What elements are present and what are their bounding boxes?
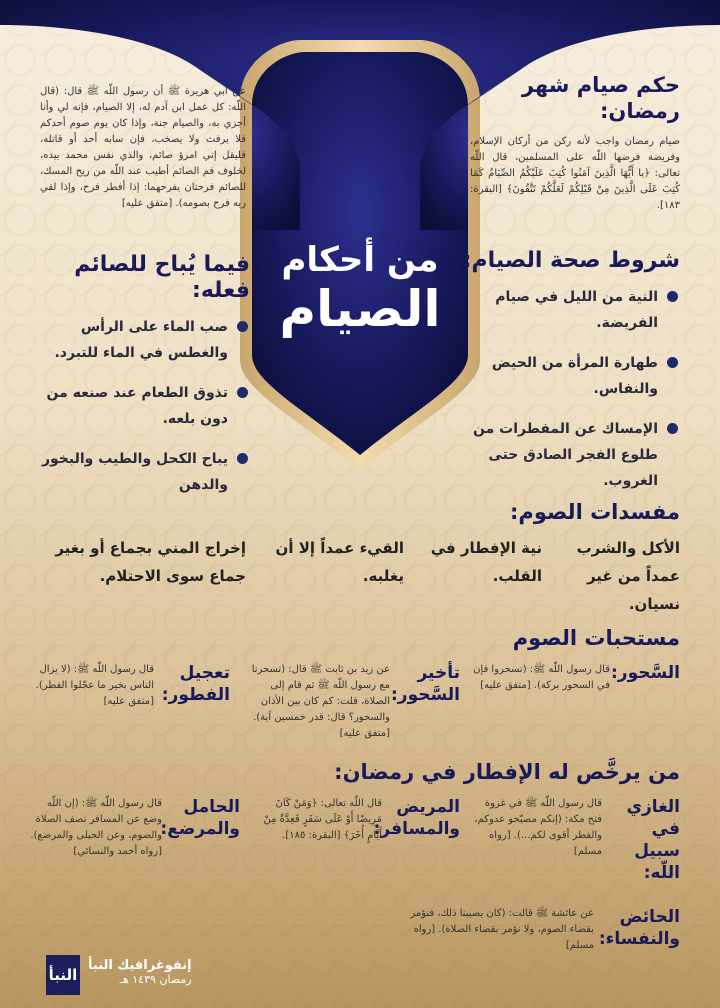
- condition-item: النية من الليل في صيام الفريضة.: [452, 284, 680, 336]
- recommended-label: تأخير السَّحور:: [390, 663, 460, 705]
- invalidator-item: نية الإفطار في القلب.: [430, 539, 542, 585]
- exempt-text: قال اللّه تعالى: ﴿وَمَنْ كَانَ مَرِيضًا أَوْ عَلَى سَفَرٍ فَعِدَّةٌ مِنْ أَيَّامٍ أُخَرَ﴾ [البقرة: ١٨٥].: [263, 798, 382, 841]
- recommended-label: السَّحور:: [610, 663, 680, 683]
- invalidator-item: إخراج المني بجماع أو بغير جماع سوى الاحتلام.: [55, 539, 246, 585]
- exempt-item: [250, 796, 460, 884]
- exempt-section: [30, 760, 680, 954]
- logo: النبأ: [46, 955, 80, 995]
- footer-line-2: رمضان ١٤٣٩ هـ: [119, 973, 192, 986]
- exempt-item: [470, 796, 680, 884]
- recommended-text: قال رسول اللّه ﷺ: (تسحروا فإن في السحور بركة). [متفق عليه]: [473, 664, 610, 691]
- title-line-2: الصيام: [279, 280, 441, 338]
- invalidators-heading: مفسدات الصوم:: [510, 500, 680, 524]
- ruling-section: [470, 72, 680, 214]
- exempt-heading: من يرخَّص له الإفطار في رمضان:: [334, 760, 680, 784]
- exempt-text: عن عائشة ﷺ قالت: (كان يصيبنا ذلك، فنؤمر بقضاء الصوم، ولا نؤمر بقضاء الصلاة). [رواه مسلم]: [410, 908, 594, 951]
- hadith-body: عن أبي هريرة ﷺ أن رسول اللّه ﷺ قال: (قال اللّه: كل عمل ابن آدم له، إلا الصيام، فإنه لي وأنا أجزي به، والصيام جنة، وإذا كان يوم صوم أحدكم فلا يرفث ولا يصخب، فإن سابه أحد أو قاتله، فليقل إني امرؤ صائم، والذي نفس محمد بيده، لخلوف فم الصائم أطيب عند اللّه من ريح المسك، للصائم فرحتان يفرحهما: إذا أفطر فرح، وإذا لقي ربه فرح بصومه). [متفق عليه]: [40, 86, 246, 209]
- permitted-item: يباح الكحل والطيب والبخور والدهن: [40, 446, 250, 498]
- exempt-label: الغازي في سبيل اللّه:: [626, 797, 680, 883]
- invalidator-item: القيء عمداً إلا أن يغلبه.: [275, 539, 404, 585]
- recommended-item: [470, 662, 680, 742]
- permitted-section: [40, 252, 250, 498]
- ruling-body: صيام رمضان واجب لأنه ركن من أركان الإسلام، وفريضة فرضها اللّه على المسلمين، قال اللّه تعالى: ﴿يا أَيُّهَا الَّذِينَ آمَنُوا كُتِبَ عَلَيْكُمُ الصِّيَامُ كَمَا كُتِبَ عَلَى الَّذِينَ مِنْ قَبْلِكُمْ لَعَلَّكُمْ تَتَّقُونَ﴾ [البقرة: ١٨٣].: [470, 136, 680, 211]
- recommended-item: [30, 662, 230, 742]
- title-line-1: من أحكام: [281, 240, 439, 280]
- permitted-item: تذوق الطعام عند صنعه من دون بلعه.: [40, 380, 250, 432]
- ruling-heading: حكم صيام شهر رمضان:: [521, 73, 680, 123]
- footer-line-1: إنفوغرافيك النبأ: [88, 958, 192, 973]
- recommended-text: قال رسول اللّه ﷺ: (لا يزال الناس بخير ما عجّلوا الفطر). [متفق عليه]: [35, 664, 154, 707]
- recommended-heading: مستحبات الصوم: [512, 626, 680, 650]
- conditions-section: [452, 248, 680, 494]
- recommended-text: عن زيد بن ثابت ﷺ قال: (تسحرنا مع رسول اللّه ﷺ ثم قام إلى الصلاة، قلت: كم كان بين الأذان والسحور؟ قال: قدر خمسين آية). [متفق عليه]: [251, 664, 390, 739]
- footer-text: [88, 958, 192, 986]
- permitted-item: صب الماء على الرأس والغطس في الماء للتبرد.: [40, 314, 250, 366]
- recommended-section: [35, 626, 680, 742]
- conditions-heading: شروط صحة الصيام:: [462, 248, 680, 273]
- recommended-item: [240, 662, 460, 742]
- exempt-text: قال رسول اللّه ﷺ: (إن اللّه وضع عن المسافر نصف الصلاة والصوم، وعن الحبلى والمرضع). [رواه أحمد والنسائي]: [30, 798, 162, 857]
- invalidator-item: الأكل والشرب عمداً من غير نسيان.: [576, 539, 680, 613]
- main-title: [268, 240, 452, 338]
- exempt-label: الحامل والمرضع:: [160, 797, 240, 839]
- hadith-section: [40, 84, 246, 212]
- invalidators-section: [40, 500, 680, 618]
- permitted-heading: فيما يُباح للصائم فعله:: [74, 252, 250, 303]
- exempt-item: [380, 906, 680, 954]
- condition-item: الإمساك عن المفطرات من طلوع الفجر الصادق حتى الغروب.: [452, 416, 680, 494]
- condition-item: طهارة المرأة من الحيض والنفاس.: [452, 350, 680, 402]
- exempt-label: المريض والمسافر:: [373, 797, 460, 839]
- exempt-item: [30, 796, 240, 884]
- recommended-label: تعجيل الفطور:: [161, 663, 230, 705]
- exempt-label: الحائض والنفساء:: [598, 907, 680, 949]
- exempt-text: قال رسول اللّه ﷺ في غزوة فتح مكة: (إنكم مصبّحو عدوكم، والفطر أقوى لكم...). [رواه مسلم]: [474, 798, 602, 857]
